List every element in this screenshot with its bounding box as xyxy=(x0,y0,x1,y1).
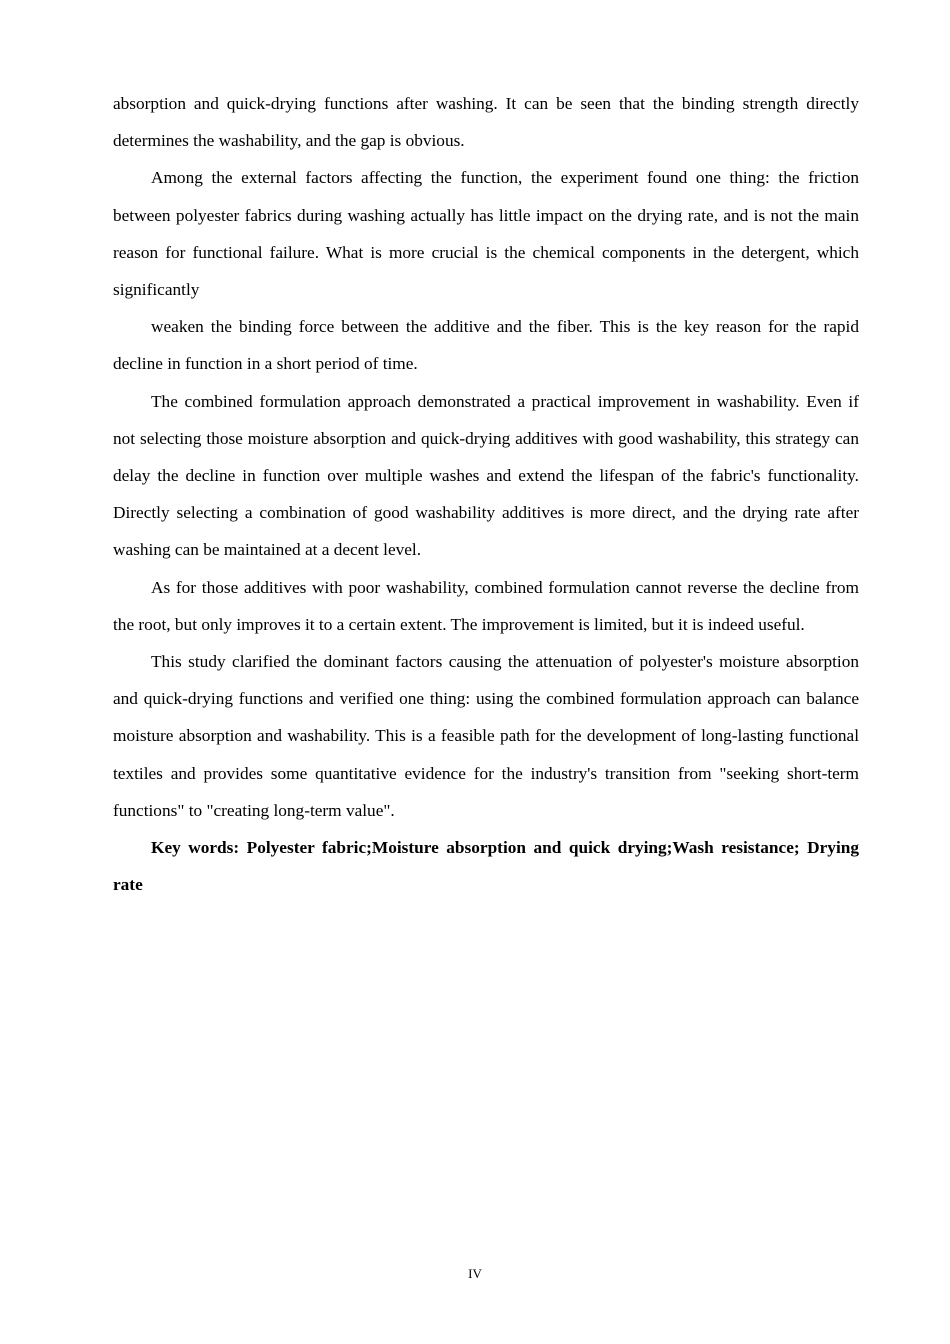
paragraph-combined-formulation: The combined formulation approach demonstrated a practical improvement in washability. Even if not selecting those moisture absorption and quick-drying additives with good washability, this strategy can delay the decline in function over multiple washes and extend the lifespan of the fabric's functionality. Directly selecting a combination of good washability additives is more direct, and the drying rate after washing can be maintained at a decent level. xyxy=(113,391,859,560)
keywords-paragraph: Key words: Polyester fabric;Moisture absorption and quick drying;Wash resistance; Drying rate xyxy=(113,838,859,895)
paragraph-external-factors: Among the external factors affecting the function, the experiment found one thing: the friction between polyester fabrics during washing actually has little impact on the drying rate, and is not the main reason for functional failure. What is more crucial is the chemical components in the detergent, which significantly xyxy=(113,168,859,300)
paragraph-poor-washability: As for those additives with poor washability, combined formulation cannot reverse the decline from the root, but only improves it to a certain extent. The improvement is limited, but it is indeed useful. xyxy=(113,577,859,634)
page-number: IV xyxy=(468,1266,482,1281)
page-body xyxy=(113,85,859,903)
paragraph-continuation: absorption and quick-drying functions after washing. It can be seen that the binding strength directly determines the washability, and the gap is obvious. xyxy=(113,94,859,151)
paragraph-binding-force: weaken the binding force between the additive and the fiber. This is the key reason for the rapid decline in function in a short period of time. xyxy=(113,317,859,374)
paragraph-study-conclusion: This study clarified the dominant factors causing the attenuation of polyester's moisture absorption and quick-drying functions and verified one thing: using the combined formulation approach can balance moisture absorption and washability. This is a feasible path for the development of long-lasting functional textiles and provides some quantitative evidence for the industry's transition from "seeking short-term functions" to "creating long-term value". xyxy=(113,652,859,820)
